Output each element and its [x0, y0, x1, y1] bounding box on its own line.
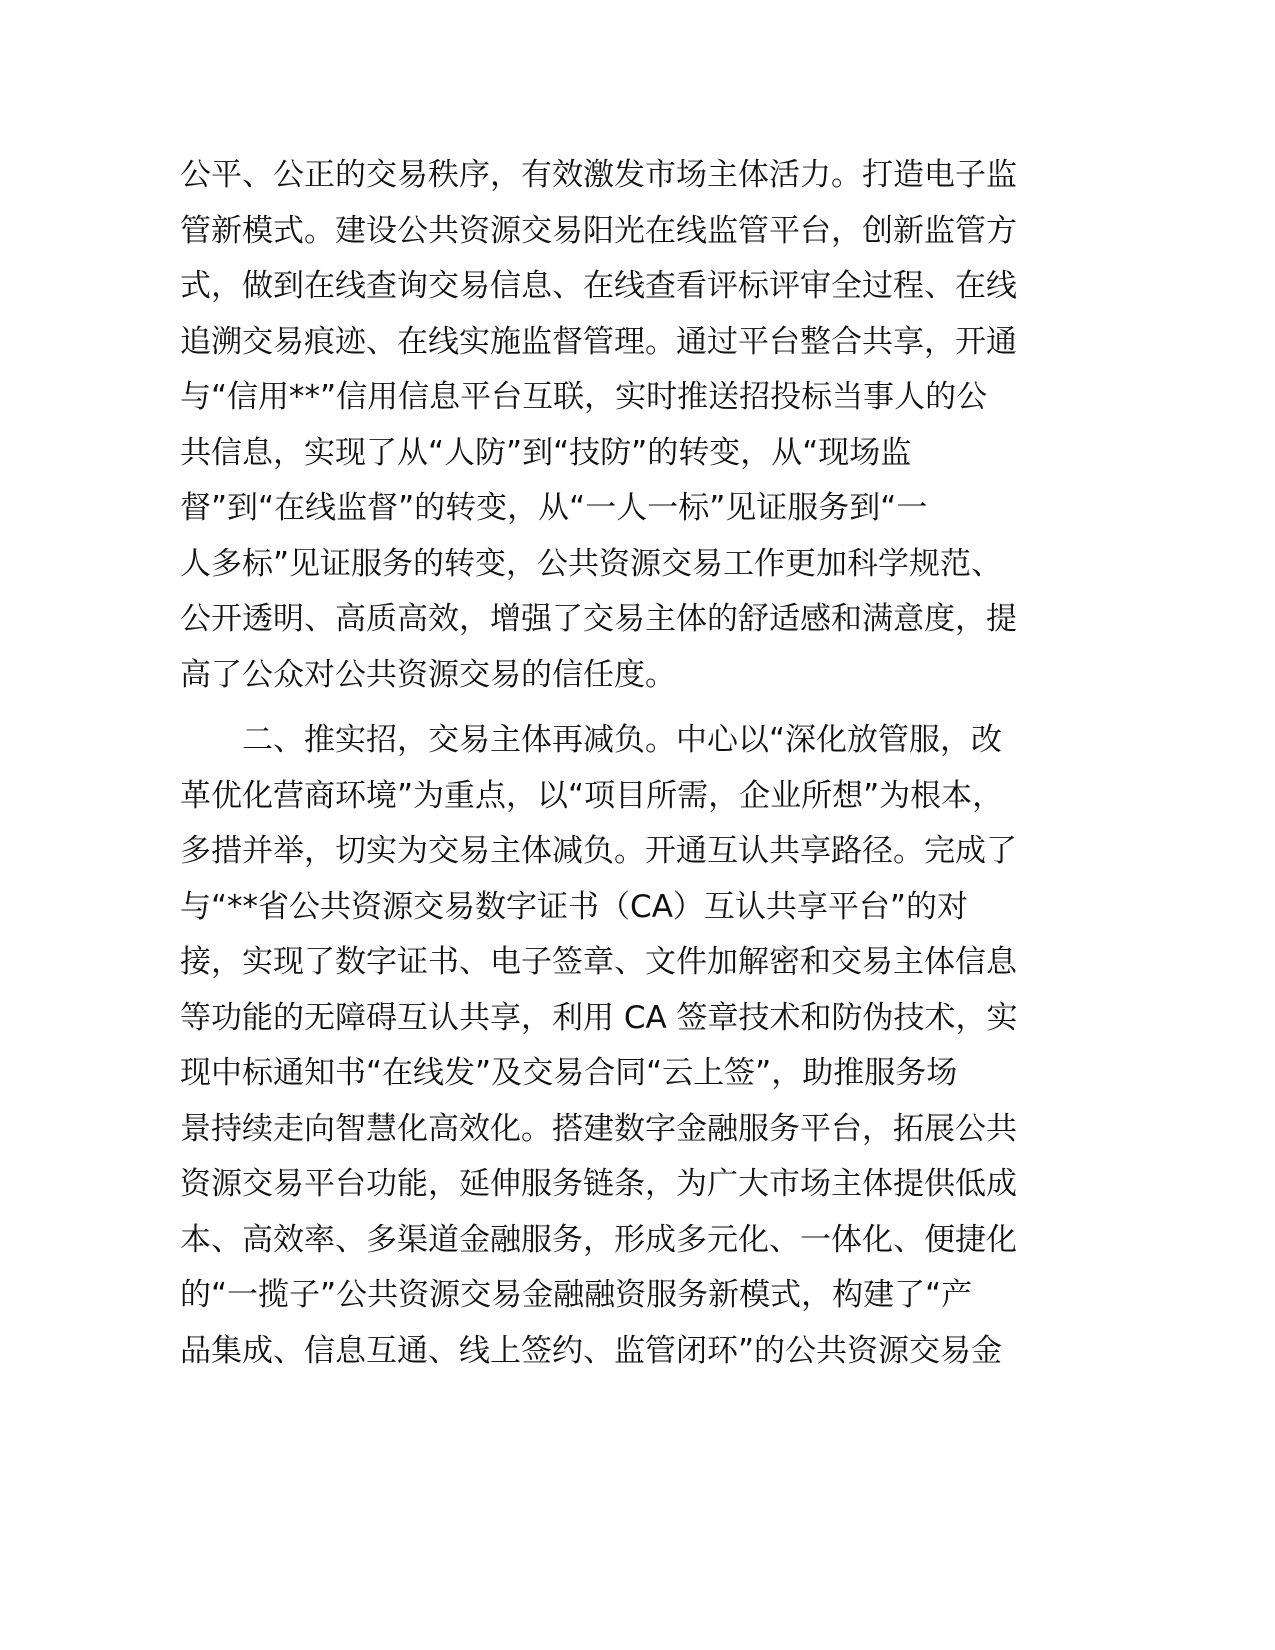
- text-line: 追溯交易痕迹、在线实施监督管理。通过平台整合共享，开通: [180, 323, 1017, 360]
- text-line: 人多标”见证服务的转变，公共资源交易工作更加科学规范、: [180, 545, 1003, 582]
- text-line: 公平、公正的交易秩序，有效激发市场主体活力。打造电子监: [180, 157, 1017, 193]
- text-line: 的“一揽子”公共资源交易金融融资服务新模式，构建了“产: [180, 1277, 973, 1313]
- text-line: 品集成、信息互通、线上签约、监管闭环”的公共资源交易金: [180, 1332, 1003, 1369]
- text-line: 共信息，实现了从“人防”到“技防”的转变，从“现场监: [180, 434, 912, 471]
- text-line: 高了公众对公共资源交易的信任度。: [180, 656, 676, 693]
- text-line: 等功能的无障碍互认共享，利用 CA 签章技术和防伪技术，实: [180, 999, 1018, 1036]
- text-line: 景持续走向智慧化高效化。搭建数字金融服务平台，拓展公共: [180, 1110, 1017, 1147]
- text-line: 资源交易平台功能，延伸服务链条，为广大市场主体提供低成: [180, 1166, 1017, 1202]
- text-line: 公开透明、高质高效，增强了交易主体的舒适感和满意度，提: [180, 601, 1017, 637]
- paragraph-section-two: [180, 713, 1080, 1379]
- section-heading-line: 二、推实招，交易主体再减负。中心以“深化放管服，改: [242, 722, 1003, 758]
- text-line: 管新模式。建设公共资源交易阳光在线监管平台，创新监管方: [180, 212, 1017, 249]
- text-line: 与“**省公共资源交易数字证书（CA）互认共享平台”的对: [180, 888, 968, 925]
- text-line: 式，做到在线查询交易信息、在线查看评标评审全过程、在线: [180, 268, 1017, 304]
- text-line: 接，实现了数字证书、电子签章、文件加解密和交易主体信息: [180, 944, 1017, 980]
- paragraph-continuation: [180, 148, 1080, 703]
- text-line: 现中标通知书“在线发”及交易合同“云上签”，助推服务场: [180, 1055, 958, 1091]
- text-line: 与“信用**”信用信息平台互联，实时推送招投标当事人的公: [180, 379, 988, 415]
- text-line: 督”到“在线监督”的转变，从“一人一标”见证服务到“一: [180, 490, 928, 526]
- text-line: 本、高效率、多渠道金融服务，形成多元化、一体化、便捷化: [180, 1221, 1017, 1258]
- text-line: 多措并举，切实为交易主体减负。开通互认共享路径。完成了: [180, 833, 1017, 869]
- text-line: 革优化营商环境”为重点，以“项目所需，企业所想”为根本，: [180, 777, 1004, 814]
